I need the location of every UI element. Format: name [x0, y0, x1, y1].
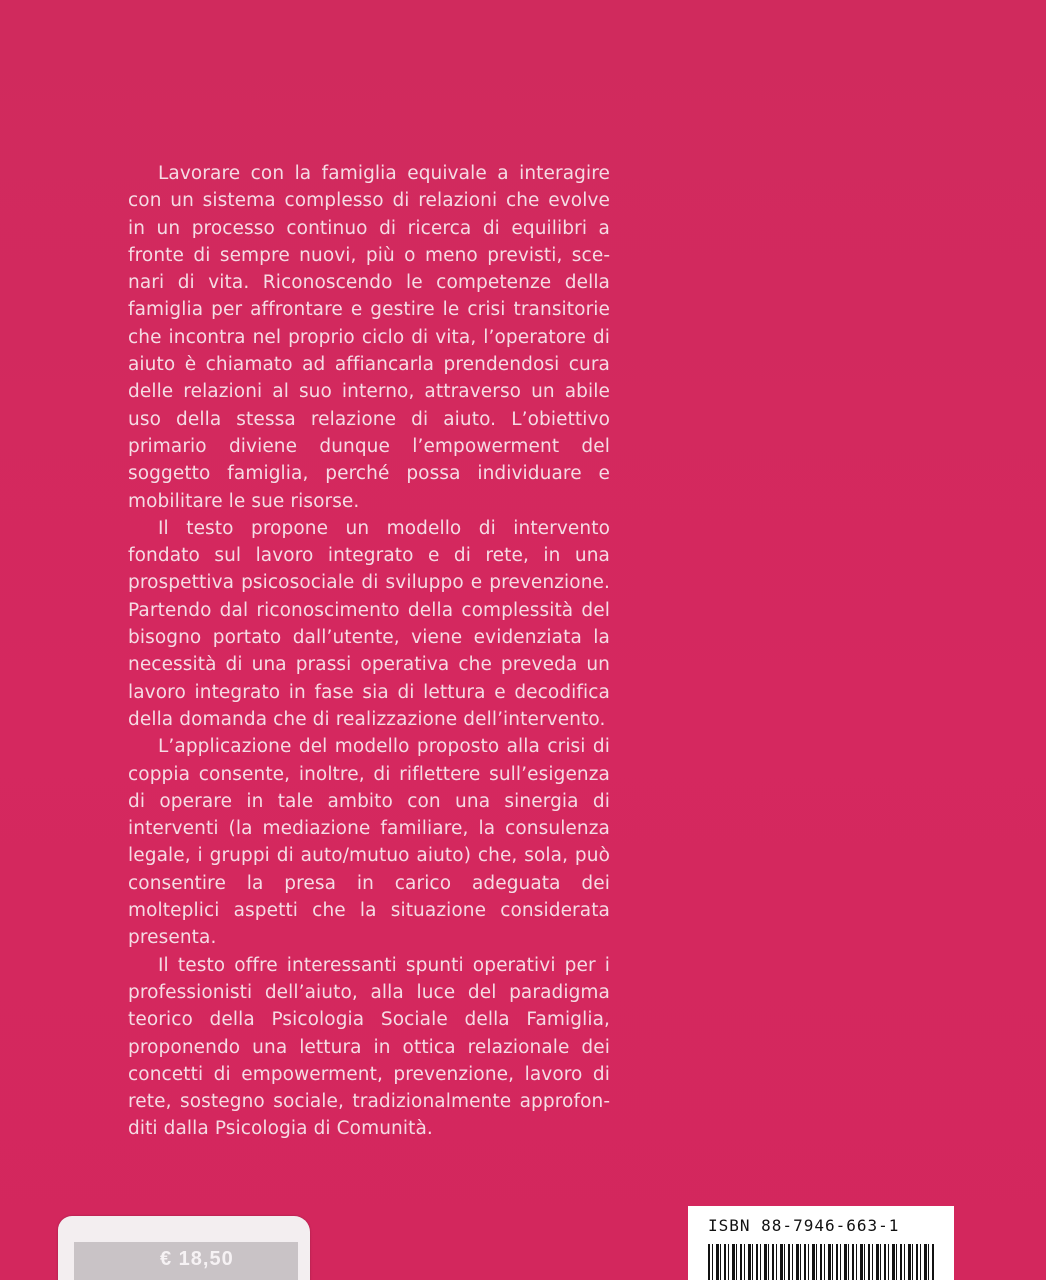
blurb-paragraph-2: Il testo propone un modello di intervento fondato sul lavoro integrato e di rete, in una prospettiva psicosociale di sviluppo e prevenzione. Partendo dal riconoscimento della complessità del bisogno portato dall’utente, viene evidenziata la necessità di una prassi operativa che preveda un lavoro integrato in fase sia di lettura e decodifica della domanda che di realizzazione dell’intervento.	[128, 517, 610, 730]
blurb-paragraph-1: Lavorare con la famiglia equivale a interagire con un sistema complesso di relazioni che evolve in un processo continuo di ricerca di equilibri a fronte di sempre nuovi, più o meno previsti, scenari di vita. Riconoscendo le competenze della famiglia per affrontare e gestire le crisi transitorie che incontra nel proprio ciclo di vita, l’operatore di aiuto è chiamato ad affiancarla prendendosi cura delle relazioni al suo interno, attraverso un abile uso della stessa relazione di aiuto. L’obiettivo primario diviene dunque l’empowerment del soggetto famiglia, perché possa individuare e mobilitare le sue risorse.	[128, 163, 610, 512]
blurb-text	[128, 160, 610, 1143]
isbn-barcode-box	[688, 1206, 954, 1280]
price-label	[74, 1242, 298, 1280]
blurb-paragraph-3: L’applicazione del modello proposto alla crisi di coppia consente, inoltre, di riflettere sull’esigenza di operare in tale ambito con una sinergia di interventi (la mediazione familiare, la consulenza legale, i gruppi di auto/mutuo aiuto) che, sola, può consentire la presa in carico adeguata dei molteplici aspetti che la situazione considerata presenta.	[128, 736, 610, 949]
blurb-paragraph-4: Il testo offre interessanti spunti operativi per i professionisti dell’aiuto, alla luce del paradigma teorico della Psicologia Sociale della Famiglia, proponendo una lettura in ottica relazionale dei concetti di empowerment, prevenzione, lavoro di rete, sostegno sociale, tradizionalmente approfonditi dalla Psicologia di Comunità.	[128, 954, 610, 1140]
price-sticker	[58, 1216, 310, 1280]
price-text: € 18,50	[160, 1248, 234, 1270]
isbn-number: ISBN 88-7946-663-1	[708, 1216, 900, 1235]
barcode-graphic	[708, 1244, 934, 1280]
